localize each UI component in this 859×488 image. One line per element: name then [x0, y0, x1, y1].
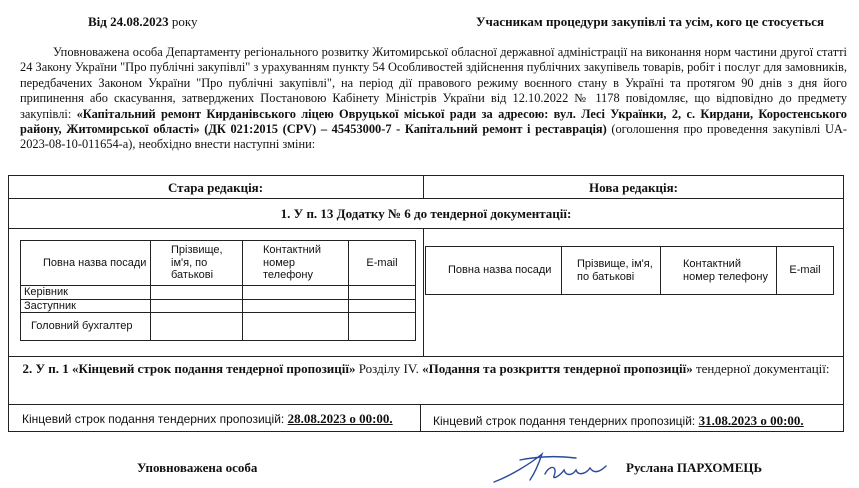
table-row-label: Заступник [21, 299, 151, 313]
intro-paragraph: Уповноважена особа Департаменту регіонального розвитку Житомирської обласної державної адміністрації на виконання норм частини другої статті 24 Закону України "Про публічні закупівлі" з урахуванням пункту 54 Особливостей здійснення публічних закупівель товарів, робіт і послуг для замовників, передбачених Законом України "Про публічні закупівлі", на період дії правового режиму воєнного стану в Україні та протягом 90 днів з дня його припинення або скасування, затверджених Постановою Кабінету Міністрів України від 12.10.2022 № 1178 повідомляє, що відповідно до предмету закупівлі: «Капітальний ремонт Кирданівського ліцею Овруцької міської ради за адресою: вул. Лесі Українки, 2, с. Кирдани, Коростенського району, Житомирської області» (ДК 021:2015 (CPV) – 45453000-7 - Капітальний ремонт і реставрація) (оголошення про проведення закупівлі UA-2023-08-10-011654-a), необхідно внести наступні зміни: [20, 45, 847, 152]
old-version-header: Стара редакція: [167, 180, 264, 195]
table-row-label: Керівник [21, 286, 151, 300]
section-1-title: 1. У п. 13 Додатку № 6 до тендерної документації: [280, 206, 572, 221]
column-header: Прізвище, ім'я, по батькові [151, 241, 243, 286]
column-header: Повна назва посади [426, 247, 562, 295]
procurement-subject: «Капітальний ремонт Кирданівського ліцею Овруцької міської ради за адресою: вул. Лесі Українки, 2, с. Кирдани, Коростенського району, Житомирської області» (ДК 021:2015 (CPV) – 45453000-7 - Капітальний ремонт і реставрація) [20, 106, 847, 137]
signatory-role: Уповноважена особа [137, 460, 258, 475]
column-header: Контактний номер телефону [243, 241, 349, 286]
column-header: Повна назва посади [21, 241, 151, 286]
document-date: Від 24.08.2023 року [88, 14, 198, 29]
new-deadline: Кінцевий строк подання тендерних пропозицій: 31.08.2023 о 00:00. [433, 413, 804, 428]
old-deadline: Кінцевий строк подання тендерних пропозицій: 28.08.2023 о 00:00. [22, 411, 393, 426]
section-2-title: 2. У п. 1 «Кінцевий строк подання тендерної пропозиції» Розділу IV. «Подання та розкриття тендерної пропозиції» тендерної документації: [22, 361, 830, 376]
signature-icon [490, 446, 610, 488]
recipients-line: Учасникам процедури закупівлі та усім, кого це стосується [476, 14, 825, 29]
column-header: Прізвище, ім'я, по батькові [562, 247, 661, 295]
old-contacts-table [20, 240, 416, 341]
new-version-header: Нова редакція: [589, 180, 678, 195]
new-contacts-table [425, 246, 834, 295]
column-header: E-mail [349, 241, 416, 286]
table-row-label: Головний бухгалтер [21, 313, 151, 341]
column-header: E-mail [777, 247, 834, 295]
signatory-name: Руслана ПАРХОМЕЦЬ [626, 460, 763, 475]
column-header: Контактний номер телефону [661, 247, 777, 295]
